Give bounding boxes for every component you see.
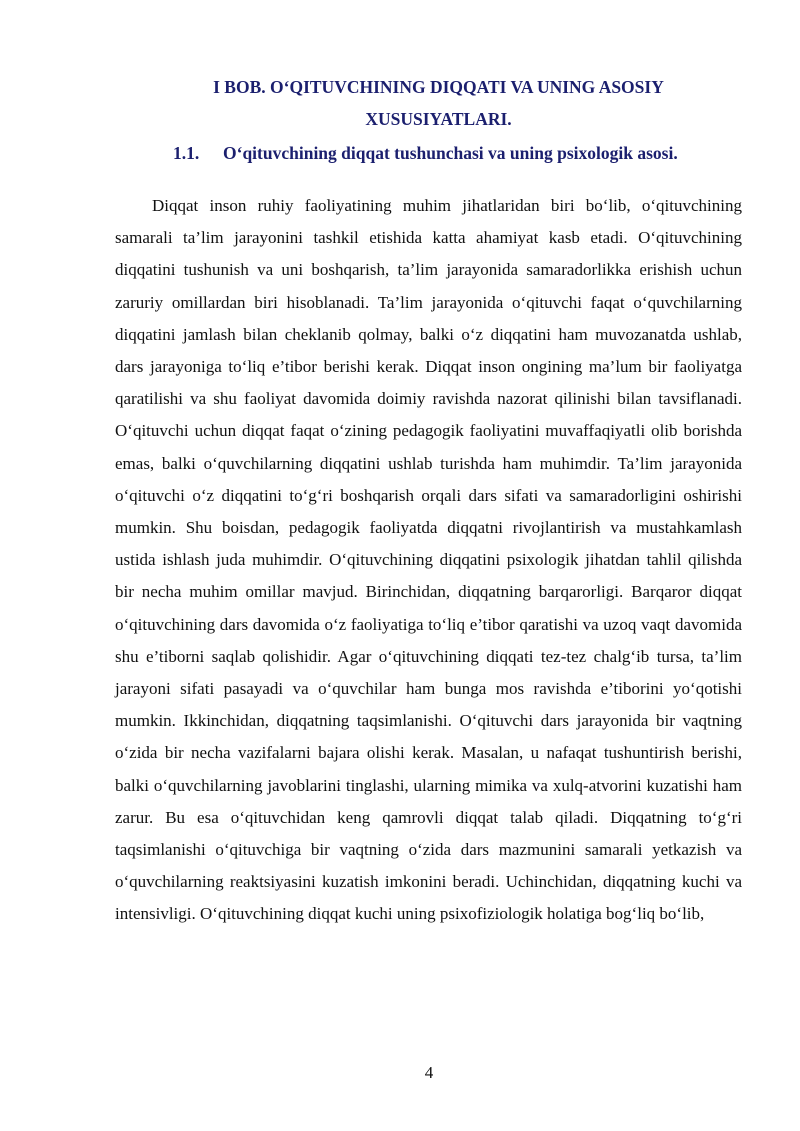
section-heading [173,143,678,164]
chapter-title-line-1: I BOB. O‘QITUVCHINING DIQQATI VA UNING ASOSIY [213,77,664,97]
body-paragraph: Diqqat inson ruhiy faoliyatining muhim jihatlaridan biri bo‘lib, o‘qituvchining samarali ta’lim jarayonini tashkil etishida katta ahamiyat kasb etadi. O‘qituvchining diqqatini tushunish va uni boshqarish, ta’lim jarayonida samaradorlikka erishish uchun zaruriy omillardan biri hisoblanadi. Ta’lim jarayonida o‘qituvchi faqat o‘quvchilarning diqqatini jamlash bilan cheklanib qolmay, balki o‘z diqqatini ham muvozanatda ushlab, dars jarayoniga to‘liq e’tibor berishi kerak. Diqqat inson ongining ma’lum bir faoliyatga qaratilishi va shu faoliyat davomida doimiy ravishda nazorat qilinishi bilan tavsiflanadi. O‘qituvchi uchun diqqat faqat o‘zining pedagogik faoliyatini muvaffaqiyatli olib borishda emas, balki o‘quvchilarning diqqatini ushlab turishda ham muhimdir. Ta’lim jarayonida o‘qituvchi o‘z diqqatini to‘g‘ri boshqarish orqali dars sifati va samaradorligini oshirishi mumkin. Shu boisdan, pedagogik faoliyatda diqqatni rivojlantirish va mustahkamlash ustida ishlash juda muhimdir. O‘qituvchining diqqatini psixologik jihatdan tahlil qilishda bir necha muhim omillar mavjud. Birinchidan, diqqatning barqarorligi. Barqaror diqqat o‘qituvchining dars davomida o‘z faoliyatiga to‘liq e’tibor qaratishi va uzoq vaqt davomida shu e’tiborni saqlab qolishidir. Agar o‘qituvchining diqqati tez-tez chalg‘ib tursa, ta’lim jarayoni sifati pasayadi va o‘quvchilar ham bunga mos ravishda e’tiborini yo‘qotishi mumkin. Ikkinchidan, diqqatning taqsimlanishi. O‘qituvchi dars jarayonida bir vaqtning o‘zida bir necha vazifalarni bajara olishi kerak. Masalan, u nafaqat tushuntirish berishi, balki o‘quvchilarning javoblarini tinglashi, ularning mimika va xulq-atvorini kuzatishi ham zarur. Bu esa o‘qituvchidan keng qamrovli diqqat talab qiladi. Diqqatning to‘g‘ri taqsimlanishi o‘qituvchiga bir vaqtning o‘zida dars mazmunini samarali yetkazish va o‘quvchilarning reaktsiyasini kuzatish imkonini beradi. Uchinchidan, diqqatning kuchi va intensivligi. O‘qituvchining diqqat kuchi uning psixofiziologik holatiga bog‘liq bo‘lib, [115,196,742,924]
section-title: O‘qituvchining diqqat tushunchasi va uning psixologik asosi. [223,143,678,163]
section-number: 1.1. [173,143,200,163]
chapter-title-line-2: XUSUSIYATLARI. [365,109,512,129]
page-number: 4 [424,1063,434,1082]
